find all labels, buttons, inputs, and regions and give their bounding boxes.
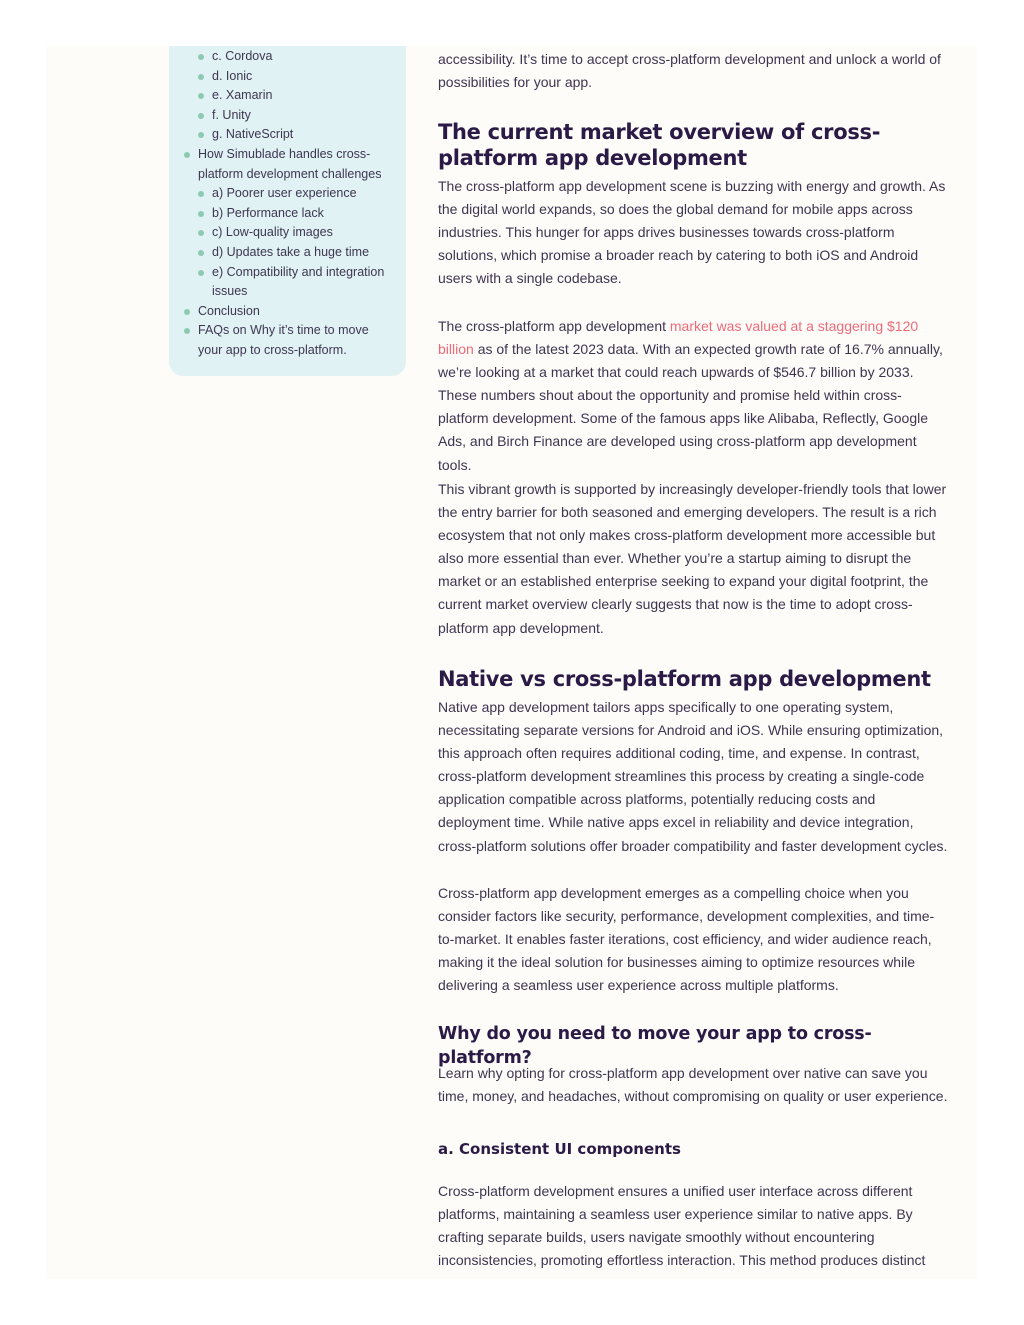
- toc-item[interactable]: e) Compatibility and integration issues: [169, 263, 394, 302]
- native-paragraph-2: Cross-platform app development emerges as a compelling choice when you consider factors like security, performance, development complexities, and time-to-market. It enables faster iterations, cost efficiency, and wider audience reach, making it the ideal solution for businesses aiming to optimize resources while delivering a seamless user experience across multiple platforms.: [438, 885, 935, 994]
- toc-item[interactable]: f. Unity: [169, 106, 394, 126]
- market-value-link[interactable]: market was valued at a staggering $120 billion: [438, 318, 919, 358]
- toc-list: [169, 47, 394, 361]
- market-paragraph-2-end: as of the latest 2023 data. With an expected growth rate of 16.7% annually, we’re looking at a market that could reach upwards of $546.7 billion by 2033. These numbers shout about the opportunity and promise held within cross-platform development. Some of the famous apps like Alibaba, Reflectly, Google Ads, and Birch Finance are developed using cross-platform app development tools.: [438, 341, 943, 473]
- market-paragraph-1: The cross-platform app development scene is buzzing with energy and growth. As the digital world expands, so does the global demand for mobile apps across industries. This hunger for apps drives businesses towards cross-platform solutions, which promise a broader reach by catering to both iOS and Android users with a single codebase.: [438, 178, 946, 287]
- toc-item[interactable]: a) Poorer user experience: [169, 184, 394, 204]
- market-overview-heading: The current market overview of cross-platform app development: [438, 120, 881, 170]
- market-paragraph-2: [438, 315, 948, 477]
- toc-item[interactable]: Conclusion: [169, 302, 394, 322]
- toc-item[interactable]: d) Updates take a huge time: [169, 243, 394, 263]
- market-paragraph-2-start: The cross-platform app development: [438, 318, 670, 334]
- toc-item[interactable]: How Simublade handles cross-platform development challenges: [169, 145, 394, 184]
- toc-item[interactable]: b) Performance lack: [169, 204, 394, 224]
- toc-item[interactable]: g. NativeScript: [169, 125, 394, 145]
- native-paragraph-1: Native app development tailors apps specifically to one operating system, necessitating separate versions for Android and iOS. While ensuring optimization, this approach often requires additional coding, time, and expense. In contrast, cross-platform development streamlines this process by creating a single-code application compatible across platforms, potentially reducing costs and deployment time. While native apps excel in reliability and device integration, cross-platform solutions offer broader compatibility and faster development cycles.: [438, 699, 948, 854]
- toc-item[interactable]: e. Xamarin: [169, 86, 394, 106]
- consistent-ui-paragraph: Cross-platform development ensures a unified user interface across different platforms, maintaining a seamless user experience similar to native apps. By crafting separate builds, users navigate smoothly without encountering inconsistencies, promoting effortless interaction. This method produces distinct: [438, 1183, 926, 1269]
- table-of-contents: [169, 46, 406, 376]
- native-vs-cross-heading: Native vs cross-platform app development: [438, 667, 931, 691]
- intro-paragraph: accessibility. It’s time to accept cross-platform development and unlock a world of possibilities for your app.: [438, 51, 941, 91]
- consistent-ui-heading: a. Consistent UI components: [438, 1140, 681, 1158]
- why-paragraph-1: Learn why opting for cross-platform app development over native can save you time, money, and headaches, without compromising on quality or user experience.: [438, 1065, 948, 1105]
- market-paragraph-3: This vibrant growth is supported by increasingly developer-friendly tools that lower the entry barrier for both seasoned and emerging developers. The result is a rich ecosystem that not only makes cross-platform development more accessible but also more essential than ever. Whether you’re a startup aiming to disrupt the market or an established enterprise seeking to expand your digital footprint, the current market overview clearly suggests that now is the time to adopt cross-platform app development.: [438, 481, 947, 636]
- toc-item[interactable]: c) Low-quality images: [169, 223, 394, 243]
- toc-item[interactable]: c. Cordova: [169, 47, 394, 67]
- toc-item[interactable]: FAQs on Why it’s time to move your app to cross-platform.: [169, 321, 394, 360]
- why-move-heading: Why do you need to move your app to cross-platform?: [438, 1024, 872, 1068]
- toc-item[interactable]: d. Ionic: [169, 67, 394, 87]
- page: [46, 46, 977, 1279]
